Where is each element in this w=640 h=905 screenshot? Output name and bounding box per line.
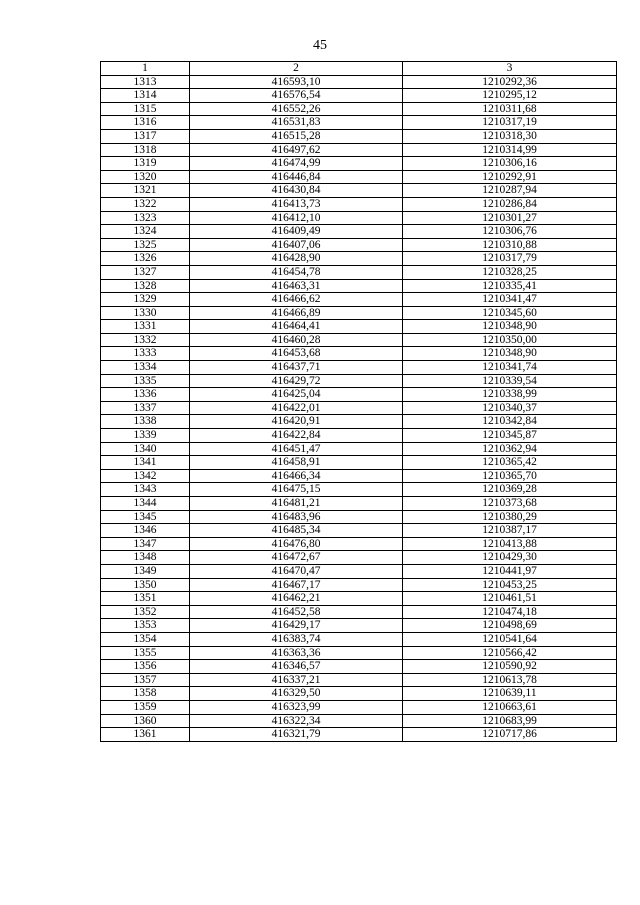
x-coordinate-cell: 416460,28	[190, 333, 403, 347]
table-row	[101, 388, 617, 402]
point-number-cell: 1333	[101, 347, 190, 361]
table-row	[101, 211, 617, 225]
y-coordinate-cell: 1210341,47	[403, 293, 617, 307]
y-coordinate-cell: 1210292,91	[403, 170, 617, 184]
x-coordinate-cell: 416446,84	[190, 170, 403, 184]
x-coordinate-cell: 416429,72	[190, 374, 403, 388]
table-header	[101, 62, 617, 76]
y-coordinate-cell: 1210339,54	[403, 374, 617, 388]
x-coordinate-cell: 416552,26	[190, 102, 403, 116]
table-row	[101, 619, 617, 633]
table-row	[101, 497, 617, 511]
point-number-cell: 1342	[101, 469, 190, 483]
y-coordinate-cell: 1210639,11	[403, 687, 617, 701]
y-coordinate-cell: 1210328,25	[403, 265, 617, 279]
y-coordinate-cell: 1210590,92	[403, 660, 617, 674]
y-coordinate-cell: 1210292,36	[403, 75, 617, 89]
table-row	[101, 374, 617, 388]
table-row	[101, 197, 617, 211]
header-row	[101, 62, 617, 76]
point-number-cell: 1319	[101, 157, 190, 171]
y-coordinate-cell: 1210373,68	[403, 497, 617, 511]
x-coordinate-cell: 416476,80	[190, 537, 403, 551]
point-number-cell: 1346	[101, 524, 190, 538]
table-row	[101, 714, 617, 728]
y-coordinate-cell: 1210335,41	[403, 279, 617, 293]
point-number-cell: 1358	[101, 687, 190, 701]
point-number-cell: 1348	[101, 551, 190, 565]
point-number-cell: 1316	[101, 116, 190, 130]
y-coordinate-cell: 1210717,86	[403, 728, 617, 742]
y-coordinate-cell: 1210341,74	[403, 361, 617, 375]
table-row	[101, 225, 617, 239]
point-number-cell: 1314	[101, 89, 190, 103]
column-header-1: 1	[101, 62, 190, 76]
point-number-cell: 1352	[101, 605, 190, 619]
point-number-cell: 1359	[101, 700, 190, 714]
y-coordinate-cell: 1210301,27	[403, 211, 617, 225]
x-coordinate-cell: 416466,89	[190, 306, 403, 320]
y-coordinate-cell: 1210663,61	[403, 700, 617, 714]
point-number-cell: 1330	[101, 306, 190, 320]
column-header-2: 2	[190, 62, 403, 76]
point-number-cell: 1337	[101, 401, 190, 415]
x-coordinate-cell: 416593,10	[190, 75, 403, 89]
y-coordinate-cell: 1210287,94	[403, 184, 617, 198]
y-coordinate-cell: 1210306,16	[403, 157, 617, 171]
table-row	[101, 469, 617, 483]
table-row	[101, 728, 617, 742]
y-coordinate-cell: 1210314,99	[403, 143, 617, 157]
table-row	[101, 401, 617, 415]
y-coordinate-cell: 1210318,30	[403, 129, 617, 143]
x-coordinate-cell: 416323,99	[190, 700, 403, 714]
point-number-cell: 1318	[101, 143, 190, 157]
point-number-cell: 1354	[101, 632, 190, 646]
x-coordinate-cell: 416412,10	[190, 211, 403, 225]
y-coordinate-cell: 1210338,99	[403, 388, 617, 402]
x-coordinate-cell: 416413,73	[190, 197, 403, 211]
x-coordinate-cell: 416462,21	[190, 592, 403, 606]
point-number-cell: 1324	[101, 225, 190, 239]
table-row	[101, 157, 617, 171]
y-coordinate-cell: 1210541,64	[403, 632, 617, 646]
y-coordinate-cell: 1210461,51	[403, 592, 617, 606]
x-coordinate-cell: 416466,62	[190, 293, 403, 307]
y-coordinate-cell: 1210413,88	[403, 537, 617, 551]
y-coordinate-cell: 1210429,30	[403, 551, 617, 565]
x-coordinate-cell: 416472,67	[190, 551, 403, 565]
x-coordinate-cell: 416466,34	[190, 469, 403, 483]
y-coordinate-cell: 1210498,69	[403, 619, 617, 633]
x-coordinate-cell: 416437,71	[190, 361, 403, 375]
x-coordinate-cell: 416474,99	[190, 157, 403, 171]
point-number-cell: 1341	[101, 456, 190, 470]
x-coordinate-cell: 416467,17	[190, 578, 403, 592]
table-row	[101, 265, 617, 279]
y-coordinate-cell: 1210369,28	[403, 483, 617, 497]
y-coordinate-cell: 1210286,84	[403, 197, 617, 211]
y-coordinate-cell: 1210348,90	[403, 347, 617, 361]
table-row	[101, 564, 617, 578]
y-coordinate-cell: 1210310,88	[403, 238, 617, 252]
y-coordinate-cell: 1210350,00	[403, 333, 617, 347]
x-coordinate-cell: 416515,28	[190, 129, 403, 143]
x-coordinate-cell: 416454,78	[190, 265, 403, 279]
table-row	[101, 524, 617, 538]
x-coordinate-cell: 416481,21	[190, 497, 403, 511]
point-number-cell: 1345	[101, 510, 190, 524]
y-coordinate-cell: 1210317,79	[403, 252, 617, 266]
x-coordinate-cell: 416458,91	[190, 456, 403, 470]
table-row	[101, 442, 617, 456]
y-coordinate-cell: 1210295,12	[403, 89, 617, 103]
y-coordinate-cell: 1210380,29	[403, 510, 617, 524]
coordinates-table	[100, 61, 617, 742]
point-number-cell: 1350	[101, 578, 190, 592]
x-coordinate-cell: 416337,21	[190, 673, 403, 687]
table-row	[101, 632, 617, 646]
x-coordinate-cell: 416420,91	[190, 415, 403, 429]
x-coordinate-cell: 416429,17	[190, 619, 403, 633]
x-coordinate-cell: 416430,84	[190, 184, 403, 198]
point-number-cell: 1334	[101, 361, 190, 375]
y-coordinate-cell: 1210441,97	[403, 564, 617, 578]
point-number-cell: 1339	[101, 429, 190, 443]
x-coordinate-cell: 416463,31	[190, 279, 403, 293]
table-row	[101, 660, 617, 674]
x-coordinate-cell: 416451,47	[190, 442, 403, 456]
point-number-cell: 1344	[101, 497, 190, 511]
table-row	[101, 170, 617, 184]
point-number-cell: 1313	[101, 75, 190, 89]
y-coordinate-cell: 1210683,99	[403, 714, 617, 728]
table-body	[101, 75, 617, 741]
y-coordinate-cell: 1210345,87	[403, 429, 617, 443]
point-number-cell: 1357	[101, 673, 190, 687]
table-row	[101, 646, 617, 660]
point-number-cell: 1353	[101, 619, 190, 633]
point-number-cell: 1321	[101, 184, 190, 198]
point-number-cell: 1336	[101, 388, 190, 402]
y-coordinate-cell: 1210362,94	[403, 442, 617, 456]
table-row	[101, 333, 617, 347]
table-row	[101, 116, 617, 130]
x-coordinate-cell: 416422,84	[190, 429, 403, 443]
table-row	[101, 605, 617, 619]
x-coordinate-cell: 416321,79	[190, 728, 403, 742]
x-coordinate-cell: 416346,57	[190, 660, 403, 674]
table-row	[101, 510, 617, 524]
page-number: 45	[313, 38, 327, 53]
table-row	[101, 456, 617, 470]
x-coordinate-cell: 416407,06	[190, 238, 403, 252]
table-row	[101, 75, 617, 89]
x-coordinate-cell: 416363,36	[190, 646, 403, 660]
table-row	[101, 143, 617, 157]
point-number-cell: 1323	[101, 211, 190, 225]
x-coordinate-cell: 416531,83	[190, 116, 403, 130]
table-row	[101, 551, 617, 565]
y-coordinate-cell: 1210453,25	[403, 578, 617, 592]
x-coordinate-cell: 416453,68	[190, 347, 403, 361]
table-row	[101, 673, 617, 687]
table-row	[101, 361, 617, 375]
x-coordinate-cell: 416485,34	[190, 524, 403, 538]
table-row	[101, 429, 617, 443]
point-number-cell: 1343	[101, 483, 190, 497]
y-coordinate-cell: 1210345,60	[403, 306, 617, 320]
table-row	[101, 320, 617, 334]
table-row	[101, 102, 617, 116]
point-number-cell: 1349	[101, 564, 190, 578]
point-number-cell: 1317	[101, 129, 190, 143]
column-header-3: 3	[403, 62, 617, 76]
point-number-cell: 1360	[101, 714, 190, 728]
x-coordinate-cell: 416452,58	[190, 605, 403, 619]
point-number-cell: 1331	[101, 320, 190, 334]
table-row	[101, 279, 617, 293]
y-coordinate-cell: 1210613,78	[403, 673, 617, 687]
table-row	[101, 129, 617, 143]
point-number-cell: 1328	[101, 279, 190, 293]
x-coordinate-cell: 416428,90	[190, 252, 403, 266]
y-coordinate-cell: 1210342,84	[403, 415, 617, 429]
x-coordinate-cell: 416464,41	[190, 320, 403, 334]
table-row	[101, 347, 617, 361]
point-number-cell: 1361	[101, 728, 190, 742]
point-number-cell: 1355	[101, 646, 190, 660]
point-number-cell: 1322	[101, 197, 190, 211]
table-row	[101, 252, 617, 266]
table-row	[101, 415, 617, 429]
x-coordinate-cell: 416483,96	[190, 510, 403, 524]
point-number-cell: 1327	[101, 265, 190, 279]
point-number-cell: 1335	[101, 374, 190, 388]
point-number-cell: 1325	[101, 238, 190, 252]
point-number-cell: 1351	[101, 592, 190, 606]
point-number-cell: 1347	[101, 537, 190, 551]
table-row	[101, 700, 617, 714]
x-coordinate-cell: 416409,49	[190, 225, 403, 239]
point-number-cell: 1315	[101, 102, 190, 116]
y-coordinate-cell: 1210348,90	[403, 320, 617, 334]
point-number-cell: 1320	[101, 170, 190, 184]
table-row	[101, 687, 617, 701]
x-coordinate-cell: 416576,54	[190, 89, 403, 103]
table-row	[101, 306, 617, 320]
point-number-cell: 1326	[101, 252, 190, 266]
y-coordinate-cell: 1210317,19	[403, 116, 617, 130]
x-coordinate-cell: 416475,15	[190, 483, 403, 497]
x-coordinate-cell: 416383,74	[190, 632, 403, 646]
table-row	[101, 537, 617, 551]
y-coordinate-cell: 1210387,17	[403, 524, 617, 538]
table-row	[101, 184, 617, 198]
x-coordinate-cell: 416497,62	[190, 143, 403, 157]
y-coordinate-cell: 1210340,37	[403, 401, 617, 415]
y-coordinate-cell: 1210566,42	[403, 646, 617, 660]
table-row	[101, 238, 617, 252]
x-coordinate-cell: 416470,47	[190, 564, 403, 578]
y-coordinate-cell: 1210365,42	[403, 456, 617, 470]
x-coordinate-cell: 416322,34	[190, 714, 403, 728]
point-number-cell: 1338	[101, 415, 190, 429]
table-row	[101, 592, 617, 606]
x-coordinate-cell: 416422,01	[190, 401, 403, 415]
point-number-cell: 1340	[101, 442, 190, 456]
table-row	[101, 293, 617, 307]
table-row	[101, 89, 617, 103]
point-number-cell: 1356	[101, 660, 190, 674]
y-coordinate-cell: 1210306,76	[403, 225, 617, 239]
x-coordinate-cell: 416329,50	[190, 687, 403, 701]
y-coordinate-cell: 1210365,70	[403, 469, 617, 483]
point-number-cell: 1329	[101, 293, 190, 307]
x-coordinate-cell: 416425,04	[190, 388, 403, 402]
y-coordinate-cell: 1210311,68	[403, 102, 617, 116]
table-row	[101, 578, 617, 592]
y-coordinate-cell: 1210474,18	[403, 605, 617, 619]
table-row	[101, 483, 617, 497]
point-number-cell: 1332	[101, 333, 190, 347]
